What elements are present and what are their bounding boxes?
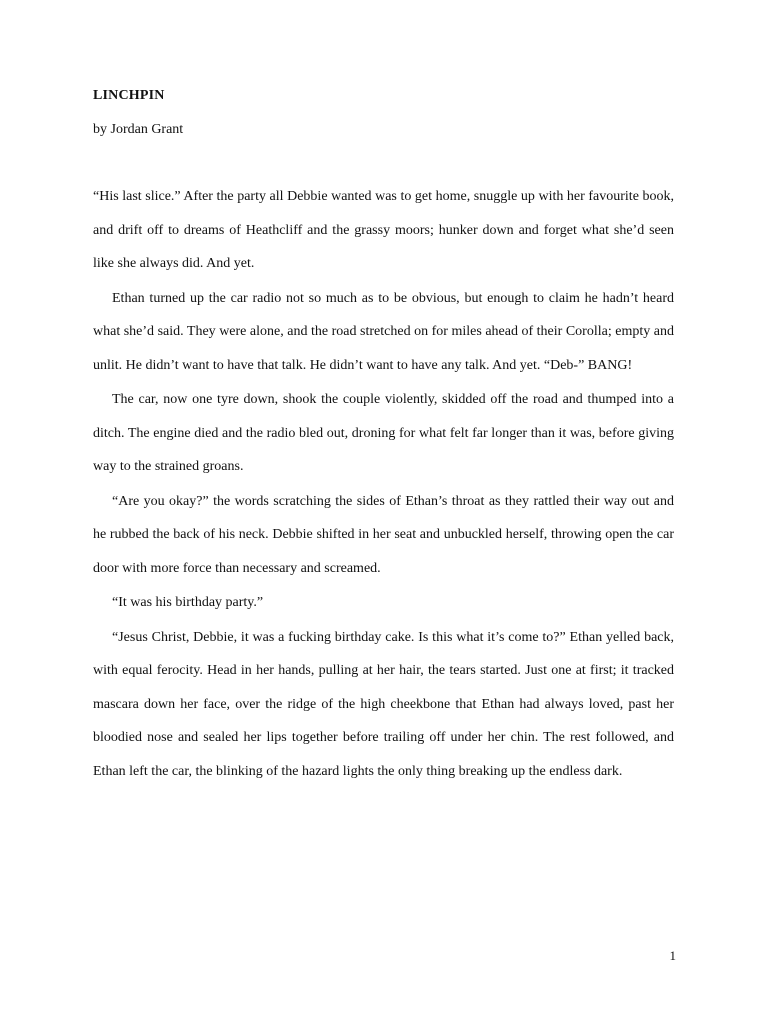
page-number: 1 [669, 948, 676, 963]
paragraph-5: “It was his birthday party.” [112, 595, 264, 610]
paragraph-6: “Jesus Christ, Debbie, it was a fucking birthday cake. Is this what it’s come to?” Ethan yelled back, with equal ferocity. Head in her hands, pulling at her hair, the tears started. Just one at first; it tracked mascara down her face, over the ridge of the high cheekbone that Ethan had always loved, past her bloodied nose and sealed her lips together before trailing off under her chin. The rest followed, and Ethan left the car, the blinking of the hazard lights the only thing breaking up the endless dark. [93, 629, 674, 779]
paragraph-1: “His last slice.” After the party all Debbie wanted was to get home, snuggle up with her favourite book, and drift off to dreams of Heathcliff and the grassy moors; hunker down and forget what she’d seen like she always did. And yet. [93, 189, 674, 271]
paragraph-3: The car, now one tyre down, shook the couple violently, skidded off the road and thumped into a ditch. The engine died and the radio bled out, droning for what felt far longer than it was, before giving way to the strained groans. [93, 392, 674, 474]
paragraph-4: “Are you okay?” the words scratching the sides of Ethan’s throat as they rattled their way out and he rubbed the back of his neck. Debbie shifted in her seat and unbuckled herself, throwing open the car door with more force than necessary and screamed. [93, 493, 674, 576]
paragraph-2: Ethan turned up the car radio not so much as to be obvious, but enough to claim he hadn’t heard what she’d said. They were alone, and the road stretched on for miles ahead of their Corolla; empty and unlit. He didn’t want to have that talk. He didn’t want to have any talk. And yet. “Deb-” BANG! [93, 290, 674, 373]
story-title: LINCHPIN [93, 88, 165, 103]
story-byline: by Jordan Grant [93, 122, 184, 137]
story-body [93, 180, 674, 789]
